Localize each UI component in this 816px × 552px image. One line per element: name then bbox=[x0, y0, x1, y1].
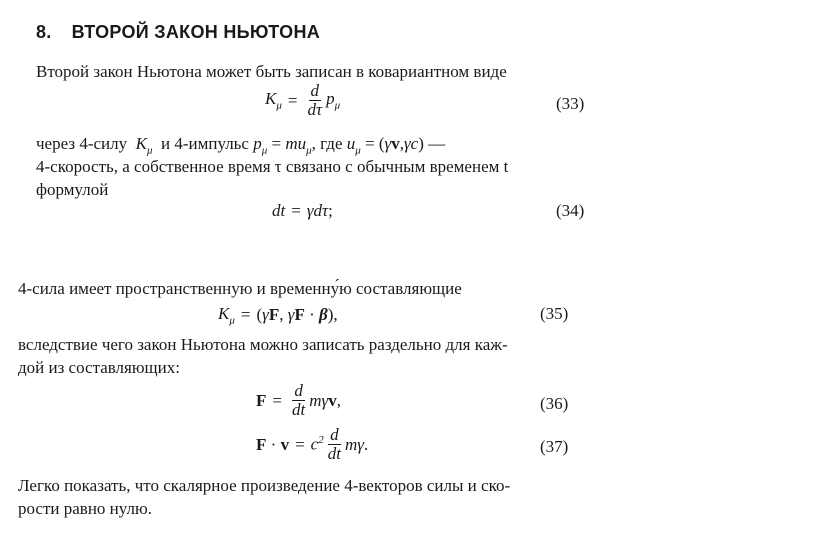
equation-33: $K_\mu$ = $\frac{d}{d\tau}$ $p_\mu$ bbox=[265, 81, 341, 119]
paragraph-intro: Второй закон Ньютона может быть записан в ковариантном виде bbox=[36, 62, 507, 81]
paragraph-separate-line2: дой из составляющих: bbox=[18, 358, 180, 377]
equation-36: F = $\frac{d}{dt}$ mγ v , bbox=[256, 381, 341, 419]
section-number: 8. bbox=[36, 22, 52, 42]
paragraph-separate-line1: вследствие чего закон Ньютона можно записать раздельно для каж- bbox=[18, 335, 508, 354]
equation-36-number: (36) bbox=[540, 394, 569, 413]
equation-35: $K_\mu$ = ( γ F , γ F · β ), bbox=[218, 304, 338, 327]
paragraph-scalar-line1: Легко показать, что скалярное произведение 4-векторов силы и ско- bbox=[18, 476, 511, 495]
equation-37: F · v = $c^2$ $\frac{d}{dt}$ mγ . bbox=[256, 425, 369, 463]
paragraph-scalar-line2: рости равно нулю. bbox=[18, 499, 152, 518]
paragraph-4force-components: 4-сила имеет пространственную и временну́ю составляющие bbox=[18, 279, 462, 298]
paragraph-4force-line1: через 4-силу $K_\mu$ и 4-импульс $p_\mu = mu_\mu$, где $u_\mu = (\gamma v,\gamma c)$ — bbox=[36, 134, 446, 157]
paragraph-4force-line3: формулой bbox=[36, 180, 109, 199]
equation-33-number: (33) bbox=[556, 94, 585, 113]
equation-34: dt = γdτ ; bbox=[272, 201, 333, 220]
equation-34-number: (34) bbox=[556, 201, 585, 220]
section-title: ВТОРОЙ ЗАКОН НЬЮТОНА bbox=[71, 22, 321, 42]
paragraph-4force-line2: 4-скорость, а собственное время τ связано с обычным временем t bbox=[36, 157, 509, 176]
equation-37-number: (37) bbox=[540, 437, 569, 456]
equation-35-number: (35) bbox=[540, 304, 569, 323]
section-heading bbox=[36, 22, 320, 43]
